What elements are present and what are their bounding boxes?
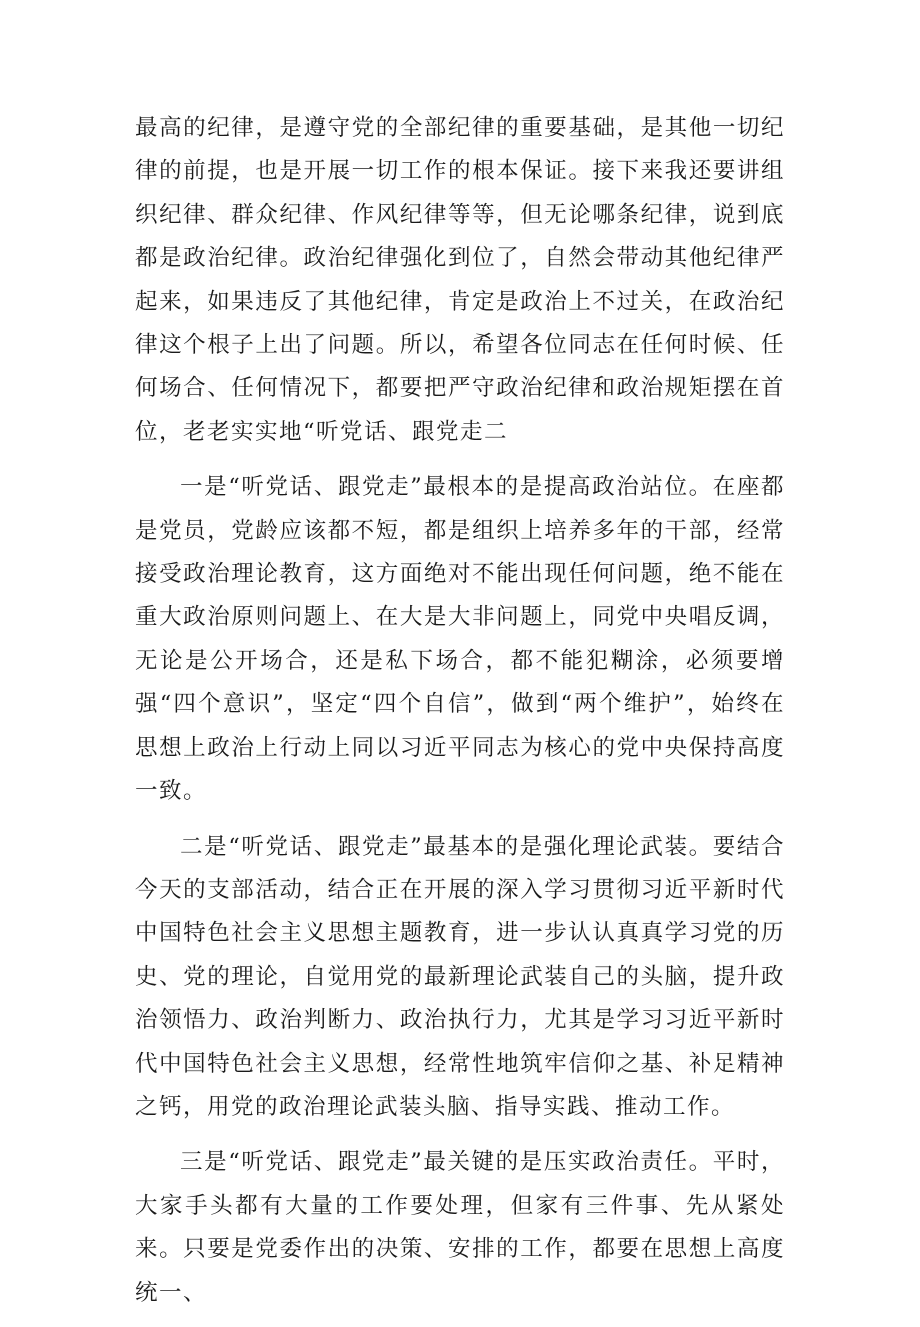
paragraph-point-two: 二是“听党话、跟党走”最基本的是强化理论武装。要结合今天的支部活动，结合正在开展的深入学习贯彻习近平新时代中国特色社会主义思想主题教育，进一步认认真真学习党的历史、党的理论，自觉用党的最新理论武装自己的头脑，提升政治领悟力、政治判断力、政治执行力，尤其是学习习近平新时代中国特色社会主义思想，经常性地筑牢信仰之基、补足精神之钙，用党的政治理论武装头脑、指导实践、推动工作。 [135, 833, 785, 1120]
document-body [135, 107, 785, 1327]
paragraph-point-three: 三是“听党话、跟党走”最关键的是压实政治责任。平时，大家手头都有大量的工作要处理，但家有三件事、先从紧处来。只要是党委作出的决策、安排的工作，都要在思想上高度统一、 [135, 1149, 785, 1306]
paragraph-point-one: 一是“听党话、跟党走”最根本的是提高政治站位。在座都是党员，党龄应该都不短，都是组织上培养多年的干部，经常接受政治理论教育，这方面绝对不能出现任何问题，绝不能在重大政治原则问题上、在大是大非问题上，同党中央唱反调，无论是公开场合，还是私下场合，都不能犯糊涂，必须要增强“四个意识”，坚定“四个自信”，做到“两个维护”，始终在思想上政治上行动上同以习近平同志为核心的党中央保持高度一致。 [135, 474, 785, 805]
paragraph-continuation: 最高的纪律，是遵守党的全部纪律的重要基础，是其他一切纪律的前提，也是开展一切工作的根本保证。接下来我还要讲组织纪律、群众纪律、作风纪律等等，但无论哪条纪律，说到底都是政治纪律。政治纪律强化到位了，自然会带动其他纪律严起来，如果违反了其他纪律，肯定是政治上不过关，在政治纪律这个根子上出了问题。所以，希望各位同志在任何时候、任何场合、任何情况下，都要把严守政治纪律和政治规矩摆在首位，老老实实地“听党话、跟党走二 [135, 115, 785, 445]
